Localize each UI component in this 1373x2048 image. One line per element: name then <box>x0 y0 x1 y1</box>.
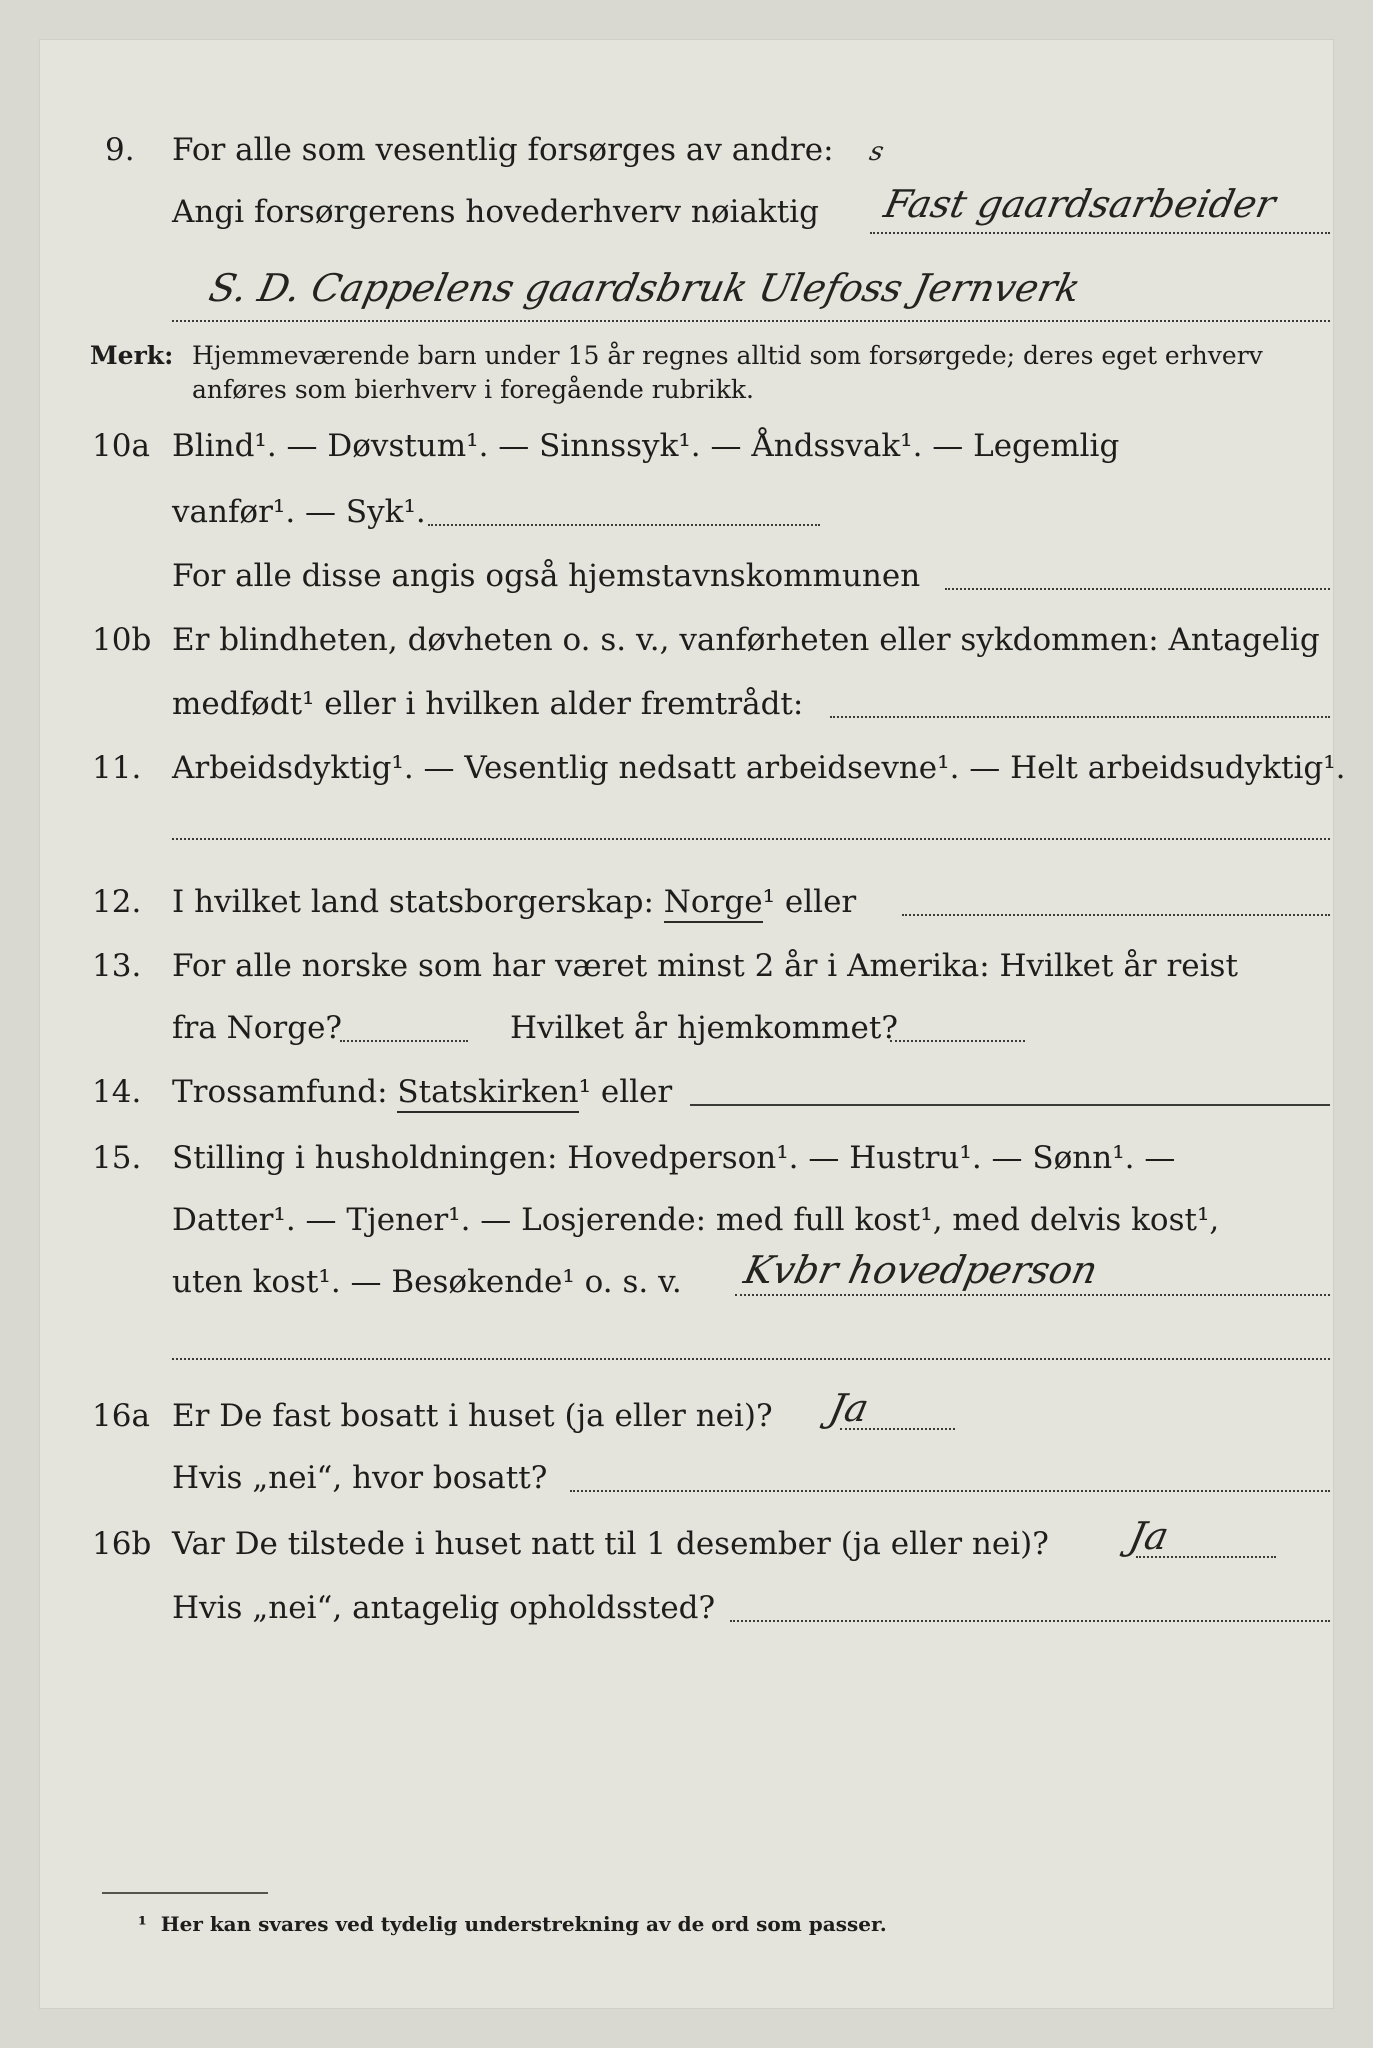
q12-number: 12. <box>92 884 142 920</box>
q13-hjemkommet-line <box>890 1040 1025 1042</box>
q12-post: ¹ eller <box>762 884 857 920</box>
footnote-mark: ¹ <box>138 1912 147 1936</box>
q10b-number: 10b <box>92 622 152 658</box>
q9-answer1-line <box>870 232 1330 234</box>
q16b-line2: Hvis „nei“, antagelig opholdssted? <box>172 1590 716 1626</box>
q10a-line2: vanfør¹. — Syk¹. <box>172 494 426 530</box>
merk-line1: Hjemmeværende barn under 15 år regnes alltid som forsørgede; deres eget erhverv <box>192 341 1263 370</box>
footnote-text: Her kan svares ved tydelig understrekning av de ord som passer. <box>160 1912 887 1936</box>
q15-line3: uten kost¹. — Besøkende¹ o. s. v. <box>172 1264 682 1300</box>
q9-answer1[interactable]: Fast gaardsarbeider <box>880 182 1280 226</box>
q14-number: 14. <box>92 1074 142 1110</box>
q9-number: 9. <box>105 132 135 168</box>
q15-line2: Datter¹. — Tjener¹. — Losjerende: med full kost¹, med delvis kost¹, <box>172 1202 1220 1238</box>
q15-answer[interactable]: Kvbr hovedperson <box>740 1248 1102 1292</box>
q14-post: ¹ eller <box>578 1074 673 1110</box>
q16b-opholdssted-line <box>730 1620 1330 1622</box>
q14-other-line <box>690 1104 1330 1106</box>
q15-line1: Stilling i husholdningen: Hovedperson¹. — Hustru¹. — Sønn¹. — <box>172 1140 1176 1176</box>
q10b-line2: medfødt¹ eller i hvilken alder fremtrådt: <box>172 686 804 722</box>
q16b-line1: Var De tilstede i huset natt til 1 desember (ja eller nei)? <box>172 1526 1049 1562</box>
footnote <box>138 1912 887 1936</box>
q10a-line3: For alle disse angis også hjemstavnskommunen <box>172 558 921 594</box>
q13-line2b: Hvilket år hjemkommet? <box>510 1010 898 1046</box>
q12-pre: I hvilket land statsborgerskap: <box>172 884 654 920</box>
merk-line2: anføres som bierhverv i foregående rubrikk. <box>192 375 754 404</box>
footnote-rule <box>102 1892 268 1894</box>
q12-text <box>172 882 856 922</box>
q11-line1: Arbeidsdyktig¹. — Vesentlig nedsatt arbeidsevne¹. — Helt arbeidsudyktig¹. <box>172 750 1346 786</box>
q13-number: 13. <box>92 948 142 984</box>
q10b-alder-line <box>830 716 1330 718</box>
q11-answer-line <box>172 838 1330 840</box>
q14-text <box>172 1072 672 1112</box>
census-form-page <box>40 40 1346 2008</box>
q16b-answer[interactable]: Ja <box>1125 1514 1173 1558</box>
q9-line2: Angi forsørgerens hovederhverv nøiaktig <box>172 194 819 230</box>
q16a-answer-line <box>840 1428 955 1430</box>
q12-norge-underlined[interactable]: Norge <box>664 884 763 923</box>
q9-answer2[interactable]: S. D. Cappelens gaardsbruk Ulefoss Jernverk <box>205 266 1085 310</box>
q15-number: 15. <box>92 1140 142 1176</box>
q16a-line1: Er De fast bosatt i huset (ja eller nei)? <box>172 1398 773 1434</box>
q10a-hjemstavn-line <box>945 588 1330 590</box>
q9-answer2-line <box>172 320 1330 322</box>
merk-label: Merk: <box>90 341 174 370</box>
q16a-bosatt-line <box>570 1490 1330 1492</box>
q12-other-line <box>902 914 1330 916</box>
q15-answer-line <box>735 1294 1330 1296</box>
q10a-number: 10a <box>92 428 150 464</box>
q14-statskirken-underlined[interactable]: Statskirken <box>397 1074 578 1113</box>
q16a-line2: Hvis „nei“, hvor bosatt? <box>172 1460 548 1496</box>
q13-line2a: fra Norge? <box>172 1010 343 1046</box>
q16a-number: 16a <box>92 1398 150 1434</box>
q16b-answer-line <box>1136 1556 1276 1558</box>
q16b-number: 16b <box>92 1526 152 1562</box>
q10a-line1: Blind¹. — Døvstum¹. — Sinnssyk¹. — Åndssvak¹. — Legemlig <box>172 428 1120 464</box>
q9-mark: s <box>866 137 887 167</box>
q10a-syk-line <box>428 524 820 526</box>
q14-pre: Trossamfund: <box>172 1074 388 1110</box>
q16a-answer[interactable]: Ja <box>825 1386 873 1430</box>
q10b-line1: Er blindheten, døvheten o. s. v., vanførheten eller sykdommen: Antagelig <box>172 622 1320 658</box>
q13-line1: For alle norske som har været minst 2 år i Amerika: Hvilket år reist <box>172 948 1238 984</box>
q13-reist-line <box>340 1040 468 1042</box>
q15-extra-line <box>172 1358 1330 1360</box>
q11-number: 11. <box>92 750 142 786</box>
q9-line1: For alle som vesentlig forsørges av andre: <box>172 132 834 168</box>
